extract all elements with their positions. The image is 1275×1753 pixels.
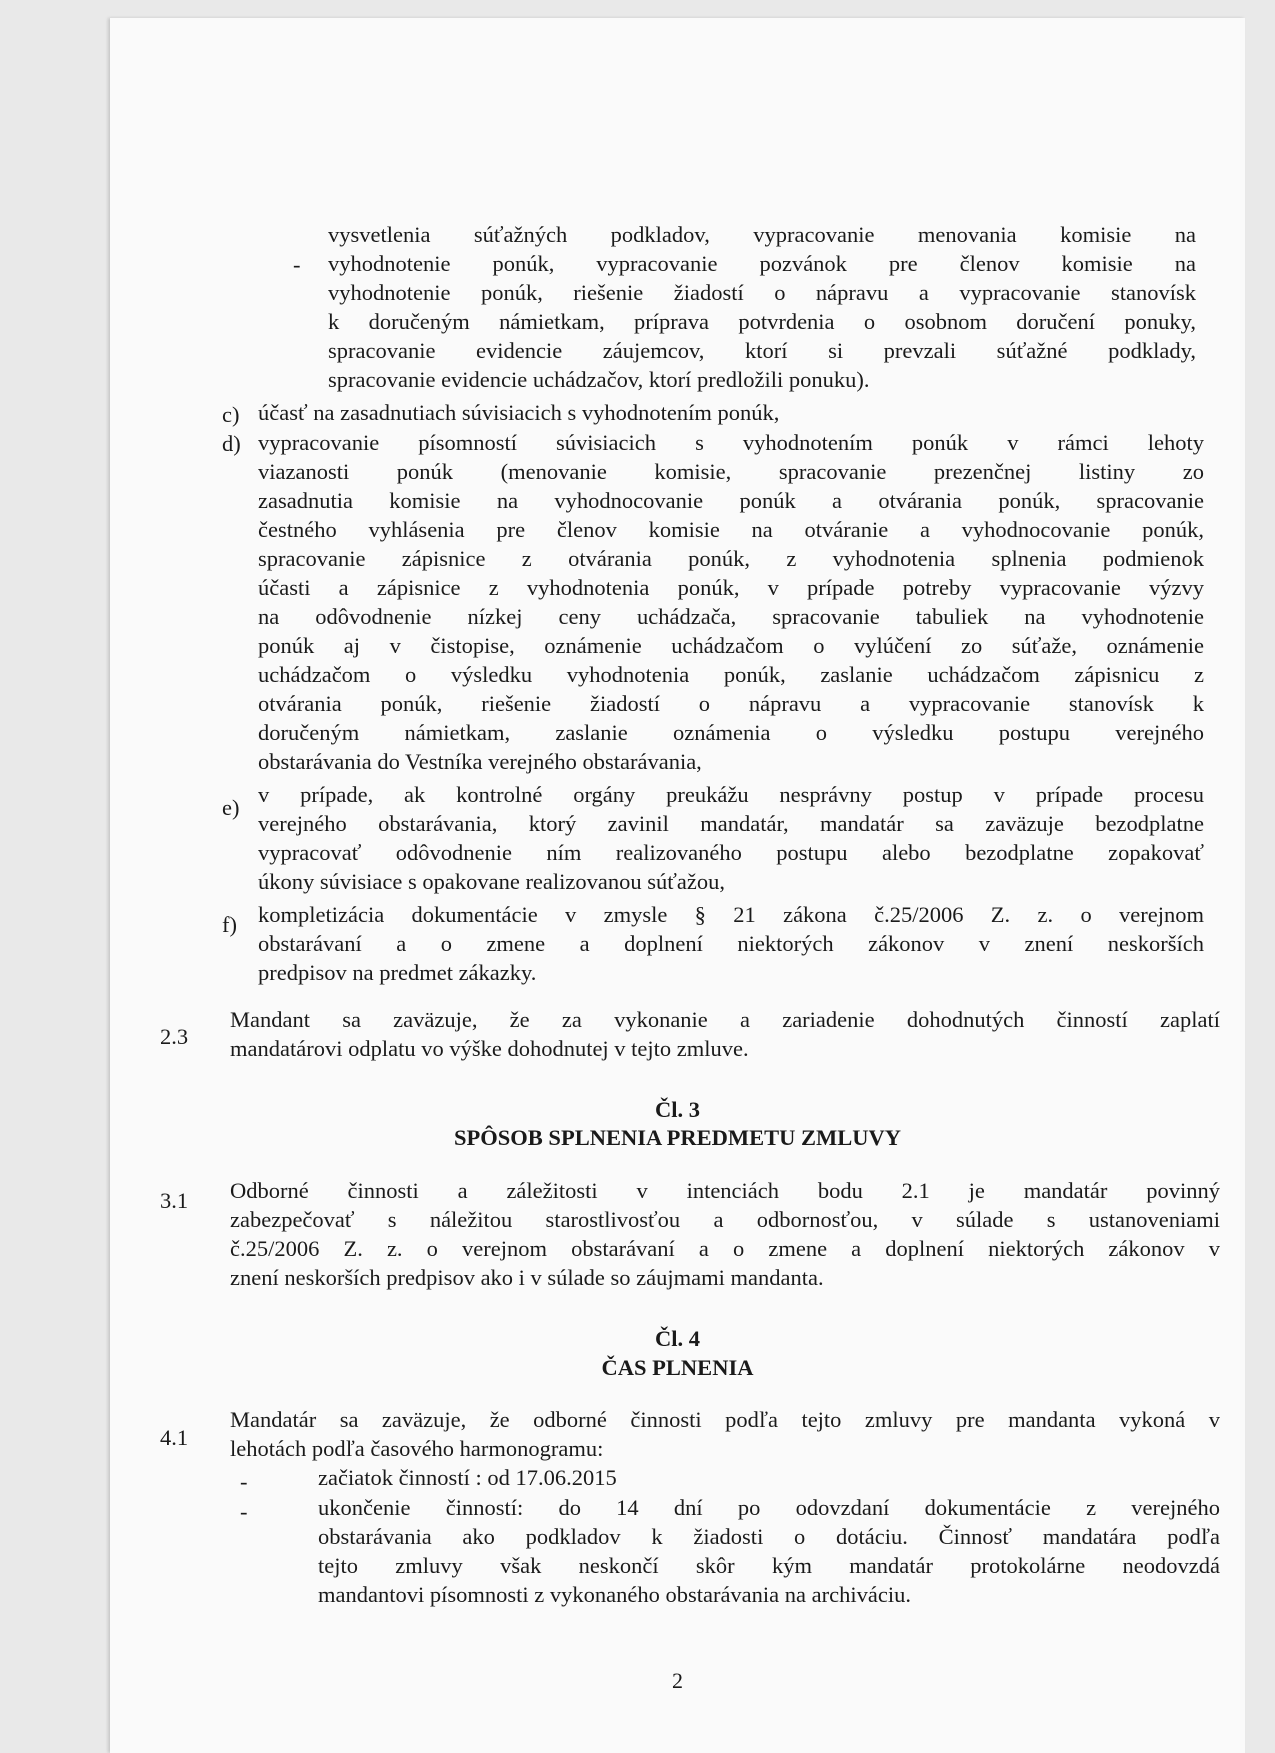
- text-line: viazanosti ponúk (menovanie komisie, spracovanie prezenčnej listiny zo: [258, 459, 1204, 484]
- text-line: vysvetlenia súťažných podkladov, vypracovanie menovania komisie na: [328, 222, 1196, 247]
- text-line: v prípade, ak kontrolné orgány preukážu nesprávny postup v prípade procesu: [258, 782, 1204, 807]
- text-line: otvárania ponúk, riešenie žiadostí o nápravu a vypracovanie stanovísk k: [258, 691, 1204, 716]
- page-number: 2: [672, 1668, 683, 1693]
- text-line: začiatok činností : od 17.06.2015: [318, 1465, 617, 1490]
- list-marker: c): [222, 402, 240, 427]
- text-line: znení neskorších predpisov ako i v súlade so záujmami mandanta.: [230, 1265, 824, 1290]
- text-line: predpisov na predmet zákazky.: [258, 960, 537, 985]
- section-number: 2.3: [160, 1024, 189, 1049]
- text-line: obstarávania ako podkladov k žiadosti o dotáciu. Činnosť mandatára podľa: [318, 1524, 1220, 1549]
- text-line: doručeným námietkam, zaslanie oznámenia o výsledku postupu verejného: [258, 720, 1204, 745]
- text-line: vypracovanie písomností súvisiacich s vyhodnotením ponúk v rámci lehoty: [258, 430, 1204, 455]
- text-line: účasť na zasadnutiach súvisiacich s vyhodnotením ponúk,: [258, 400, 780, 425]
- text-line: k doručeným námietkam, príprava potvrdenia o osobnom doručení ponuky,: [328, 309, 1196, 334]
- text-line: Mandatár sa zaväzuje, že odborné činnosti podľa tejto zmluvy pre mandanta vykoná v: [230, 1407, 1220, 1432]
- text-line: obstarávaní a o zmene a doplnení niektorých zákonov v znení neskorších: [258, 931, 1204, 956]
- text-line: obstarávania do Vestníka verejného obstarávania,: [258, 749, 702, 774]
- text-line: verejného obstarávania, ktorý zavinil mandatár, mandatár sa zaväzuje bezodplatne: [258, 811, 1204, 836]
- text-line: vyhodnotenie ponúk, vypracovanie pozvánok pre členov komisie na: [328, 251, 1196, 276]
- text-line: lehotách podľa časového harmonogramu:: [230, 1436, 604, 1461]
- text-line: uchádzačom o výsledku vyhodnotenia ponúk, zaslanie uchádzačom zápisnicu z: [258, 662, 1204, 687]
- text-line: spracovanie evidencie uchádzačov, ktorí predložili ponuku).: [328, 367, 870, 392]
- section-number: 4.1: [160, 1425, 189, 1450]
- text-line: ponúk aj v čistopise, oznámenie uchádzačom o vylúčení zo súťaže, oznámenie: [258, 633, 1204, 658]
- text-line: zasadnutia komisie na vyhodnocovanie ponúk a otvárania ponúk, spracovanie: [258, 488, 1204, 513]
- text-line: vyhodnotenie ponúk, riešenie žiadostí o nápravu a vypracovanie stanovísk: [328, 280, 1196, 305]
- text-line: mandantovi písomnosti z vykonaného obstarávania na archiváciu.: [318, 1582, 911, 1607]
- text-line: čestného vyhlásenia pre členov komisie na otváranie a vyhodnocovanie ponúk,: [258, 517, 1204, 542]
- article-number: Čl. 4: [655, 1326, 700, 1351]
- text-line: tejto zmluvy však neskončí skôr kým mandatár protokolárne neodovzdá: [318, 1553, 1220, 1578]
- text-line: Odborné činnosti a záležitosti v intenciách bodu 2.1 je mandatár povinný: [230, 1178, 1220, 1203]
- text-line: Mandant sa zaväzuje, že za vykonanie a zariadenie dohodnutých činností zaplatí: [230, 1007, 1220, 1032]
- list-marker: f): [222, 912, 237, 937]
- text-line: vypracovať odôvodnenie ním realizovaného postupu alebo bezodplatne zopakovať: [258, 840, 1204, 865]
- article-number: Čl. 3: [655, 1097, 700, 1122]
- text-line: č.25/2006 Z. z. o verejnom obstarávaní a o zmene a doplnení niektorých zákonov v: [230, 1236, 1220, 1261]
- list-marker: e): [222, 795, 240, 820]
- text-line: spracovanie evidencie záujemcov, ktorí si prevzali súťažné podklady,: [328, 338, 1196, 363]
- text-line: ukončenie činností: do 14 dní po odovzdaní dokumentácie z verejného: [318, 1495, 1220, 1520]
- section-number: 3.1: [160, 1188, 189, 1213]
- list-marker: -: [240, 1499, 248, 1524]
- list-marker: d): [222, 431, 241, 456]
- text-line: mandatárovi odplatu vo výške dohodnutej v tejto zmluve.: [230, 1036, 749, 1061]
- text-line: kompletizácia dokumentácie v zmysle § 21 zákona č.25/2006 Z. z. o verejnom: [258, 902, 1204, 927]
- article-title: SPÔSOB SPLNENIA PREDMETU ZMLUVY: [454, 1125, 901, 1150]
- text-line: účasti a zápisnice z vyhodnotenia ponúk, v prípade potreby vypracovanie výzvy: [258, 575, 1204, 600]
- article-title: ČAS PLNENIA: [601, 1355, 754, 1380]
- document-page: [110, 18, 1245, 1753]
- text-line: úkony súvisiace s opakovane realizovanou súťažou,: [258, 869, 725, 894]
- list-marker: -: [293, 252, 301, 277]
- list-marker: -: [240, 1469, 248, 1494]
- text-line: spracovanie zápisnice z otvárania ponúk, z vyhodnotenia splnenia podmienok: [258, 546, 1204, 571]
- text-line: zabezpečovať s náležitou starostlivosťou a odbornosťou, v súlade s ustanoveniami: [230, 1207, 1220, 1232]
- text-line: na odôvodnenie nízkej ceny uchádzača, spracovanie tabuliek na vyhodnotenie: [258, 604, 1204, 629]
